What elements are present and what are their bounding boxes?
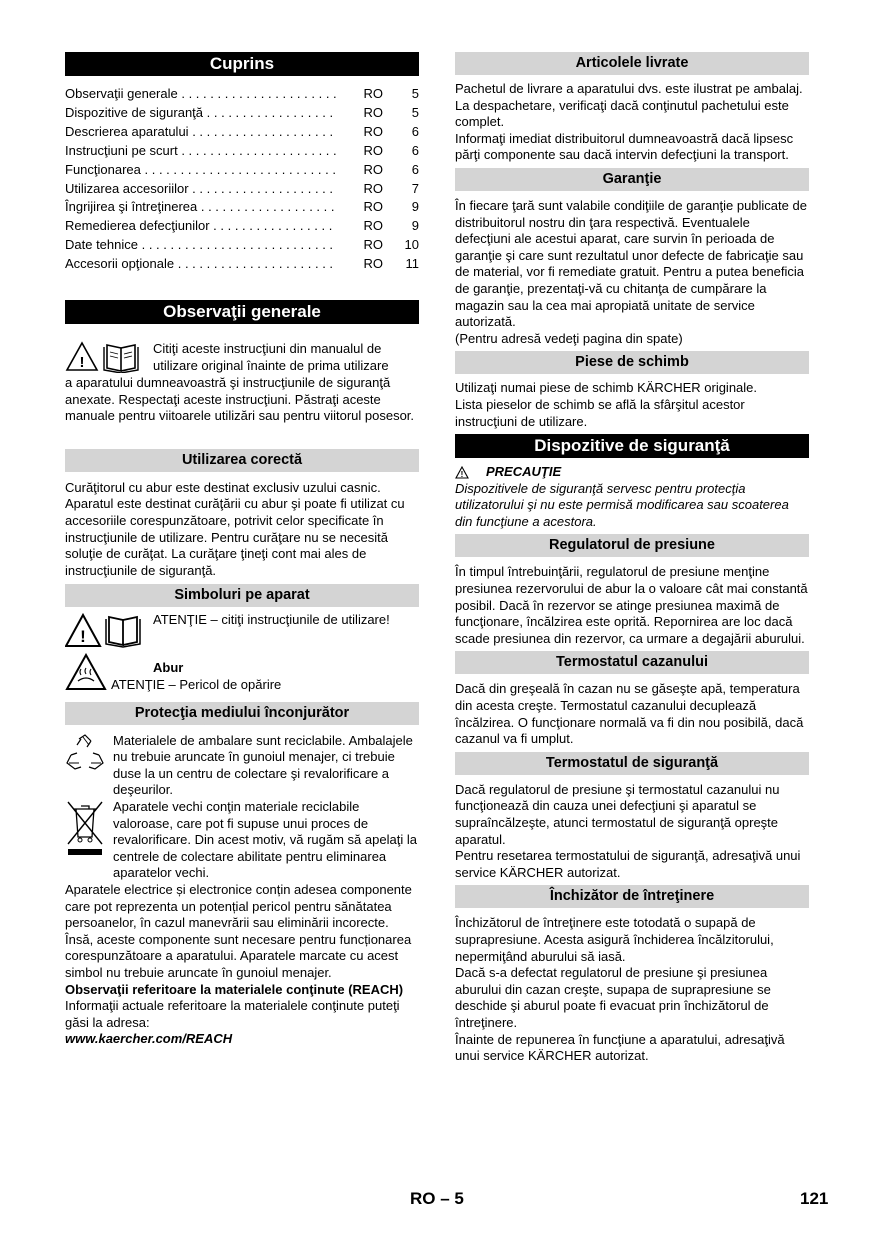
toc-entry-lang: RO	[363, 180, 383, 196]
boiler-thermostat-text: Dacă din greşeală în cazan nu se găseşte apă, temperatura din acesta creşte. Termostatul cazanului decuplează încălzirea. O funcţionare normală va fi din nou posibilă, dacă cazanul va fi umplut.	[455, 681, 804, 747]
toc-entry-page: 10	[404, 237, 419, 253]
spare-parts-heading: Piese de schimb	[455, 351, 809, 374]
toc-entry-page: 5	[411, 86, 419, 101]
caution-warning-icon	[455, 466, 469, 479]
warranty-text-2: (Pentru adresă vedeţi pagina din spate)	[455, 330, 683, 346]
maintenance-lock-text-3: Înainte de repunerea în funcţiune a aparatului, adresaţivă unui service KÄRCHER autorizat.	[455, 1031, 785, 1064]
symbol-warning-row	[65, 612, 419, 648]
warranty-text-1: În fiecare ţară sunt valabile condiţiile de garanţie publicate de distribuitorul nostru din ţara respectivă. Eventualele defecţiuni ale acestui aparat, care survin în perioada de garanţie şi care sunt rezultatul unor defecte de fabricaţie sau de material, vor fi remediate gratuit. Pentru a putea beneficia de garanţie, prezentaţi-vă cu chitanţa de cumpărare la magazin sau la cea mai apropiată unitate de service autorizată.	[455, 197, 807, 330]
general-intro-text: a aparatului dumneavoastră şi instrucţiunile de siguranţă anexate. Respectaţi aceste instrucţiuni. Păstraţi aceste manuale pentru viitoarele utilizări sau pentru viitorul posesor.	[65, 375, 415, 424]
toc-entry	[65, 217, 419, 236]
steam-scald-warning-icon	[65, 653, 107, 691]
toc-entry-page: 6	[411, 123, 419, 139]
toc-entry-name: Funcţionarea . . .	[65, 161, 337, 180]
toc-entry-lang: RO	[363, 256, 383, 272]
weee-row	[65, 799, 419, 882]
toc-entry-lang: RO	[363, 199, 383, 215]
toc-entry-name: Instrucţiuni pe scurt . . .	[65, 142, 337, 161]
caution-label: PRECAUŢIE	[486, 464, 562, 480]
maintenance-lock-heading: Închizător de întreţinere	[455, 885, 809, 908]
environment-heading: Protecţia mediului înconjurător	[65, 702, 419, 725]
warning-manual-icon	[65, 612, 149, 648]
symbol-warning-text: ATENŢIE – citiţi instrucţiunile de utilizare!	[153, 612, 390, 628]
svg-text:!: !	[80, 627, 86, 647]
toc-entry	[65, 180, 419, 199]
general-intro-line-1: Citiţi aceste instrucţiuni din manualul de	[153, 341, 382, 357]
toc-entry	[65, 142, 419, 161]
toc-heading: Cuprins	[65, 52, 419, 76]
toc-entry-name: Date tehnice . . .	[65, 236, 337, 255]
toc-entry	[65, 236, 419, 255]
symbols-heading: Simboluri pe aparat	[65, 584, 419, 607]
toc-entry-name: Accesorii opţionale . . .	[65, 255, 337, 274]
safety-devices-heading: Dispozitive de siguranţă	[455, 434, 809, 458]
toc-entry-lang: RO	[363, 104, 383, 120]
symbol-steam-row	[65, 653, 419, 693]
pressure-regulator-heading: Regulatorul de presiune	[455, 534, 809, 557]
svg-text:!: !	[79, 354, 85, 372]
safety-thermostat-text-1: Dacă regulatorul de presiune şi termostatul cazanului nu funcţionează din cauza unei defecţiuni şi aparatul se supraîncălzeşte, atunci termostatul de siguranţă opreşte aparatul.	[455, 781, 780, 847]
footer-page-number: 121	[800, 1189, 829, 1208]
boiler-thermostat-heading: Termostatul cazanului	[455, 651, 809, 674]
toc-entry-lang: RO	[363, 237, 383, 253]
manual-warning-icon	[65, 341, 149, 373]
safety-thermostat-heading: Termostatul de siguranţă	[455, 752, 809, 775]
caution-text: Dispozitivele de siguranţă servesc pentru protecţia utilizatorului şi nu este permisă modificarea sau scoaterea din funcţiune a acestora.	[455, 480, 789, 529]
toc-entry-page: 6	[411, 142, 419, 158]
toc-entry-lang: RO	[363, 218, 383, 234]
toc-entry-name: Descrierea aparatului . . .	[65, 123, 337, 142]
safety-thermostat-text-2: Pentru resetarea termostatului de siguranţă, adresaţivă unui service KÄRCHER autorizat.	[455, 848, 801, 880]
toc-entry-page: 9	[411, 199, 419, 215]
spare-parts-text-2: Lista pieselor de schimb se află la sfârşitul acestor instrucţiuni de utilizare.	[455, 396, 745, 429]
steam-label: Abur	[153, 660, 184, 676]
footer-section-label: RO – 5	[410, 1189, 464, 1208]
toc-entry-page: 6	[411, 161, 419, 177]
warranty-heading: Garanţie	[455, 168, 809, 191]
toc-entry-name: Îngrijirea şi întreţinerea . . .	[65, 198, 337, 217]
maintenance-lock-text-2: Dacă s-a defectat regulatorul de presiune şi presiunea aburului din cazan creşte, supapa de suprapresiune se deschide şi aburul poate fi evacuat prin închizătorul de întreţinere.	[455, 965, 771, 1030]
recycle-icon	[65, 733, 105, 773]
reach-title: Observaţii referitoare la materialele conţinute (REACH)	[65, 981, 404, 997]
toc-entry-lang: RO	[363, 86, 383, 101]
toc-entry-lang: RO	[363, 123, 383, 139]
spare-parts-text-1: Utilizaţi numai piese de schimb KÄRCHER originale.	[455, 380, 758, 396]
toc-entry-name: Utilizarea accesoriilor . . .	[65, 180, 337, 199]
delivered-heading: Articolele livrate	[455, 52, 809, 75]
recycle-row	[65, 733, 419, 799]
toc-entry	[65, 198, 419, 217]
general-intro-line-2: utilizare original înainte de prima utilizare	[153, 357, 389, 373]
toc-entry	[65, 123, 419, 142]
toc-entry-page: 7	[411, 180, 419, 196]
left-column	[65, 52, 419, 1048]
delivered-text-2: Informaţi imediat distribuitorul dumneavoastră dacă lipsesc părţi componente sau dacă intervin defecţiuni la transport.	[455, 130, 794, 163]
toc-entry-lang: RO	[363, 161, 383, 177]
toc-entry	[65, 255, 419, 274]
toc-entry-name: Remedierea defecţiunilor . . .	[65, 217, 337, 236]
general-section	[65, 341, 419, 425]
reach-url: www.kaercher.com/REACH	[65, 1031, 233, 1047]
delivered-text-1: Pachetul de livrare a aparatului dvs. este ilustrat pe ambalaj. La despachetare, verificaţi dacă conţinutul pachetului este complet.	[455, 81, 803, 130]
electric-text: Aparatele electrice și electronice conțin adesea componente care pot reprezenta un potențial pericol pentru sănătatea persoanelor, în cazul manevrării sau eliminării incorecte. Însă, aceste componente sunt necesare pentru funcționarea corespunzătoare a aparatului. Aparatele marcate cu acest simbol nu trebuie aruncate în gunoiul menajer.	[65, 881, 412, 980]
right-column	[455, 52, 809, 1065]
toc-entry-name: Observaţii generale . . .	[65, 85, 337, 104]
pressure-regulator-text: În timpul întrebuinţării, regulatorul de presiune menţine presiunea rezervorului de abur la o valoare cât mai constantă posibil. Dacă în rezervor se atinge presiunea maximă de funcţionare, încălzirea este oprită. Repornirea are loc dacă scade presiunea din rezervor, ca urmare a degajării aburului.	[455, 564, 808, 646]
caution-row	[455, 464, 809, 481]
correct-use-text: Curăţitorul cu abur este destinat exclusiv uzului casnic. Aparatul este destinat curăţării cu abur şi poate fi utilizat cu accesoriile corespunzătoare, potrivit celor specificate în instrucţiunile de utilizare. Pentru curăţare nu se necesită soluţie de curăţat. La curăţare ţineţi cont mai ales de instrucţiunile de siguranţă.	[65, 479, 405, 578]
toc-entry-name: Dispozitive de siguranţă . . .	[65, 104, 337, 123]
toc-entry-page: 11	[405, 256, 419, 272]
toc-list	[65, 85, 419, 274]
steam-text: ATENŢIE – Pericol de opărire	[111, 677, 282, 692]
crossed-bin-icon	[65, 799, 105, 859]
toc-entry	[65, 161, 419, 180]
maintenance-lock-text-1: Închizătorul de întreţinere este totodată o supapă de suprapresiune. Acesta asigură închiderea încălzitorului, nepermiţând aburului să iasă.	[455, 915, 774, 964]
toc-entry	[65, 85, 419, 104]
toc-entry-lang: RO	[363, 142, 383, 158]
toc-entry-page: 9	[411, 218, 419, 234]
toc-entry	[65, 104, 419, 123]
correct-use-heading: Utilizarea corectă	[65, 449, 419, 472]
reach-text: Informaţii actuale referitoare la materialele conţinute puteţi găsi la adresa:	[65, 998, 400, 1030]
toc-entry-page: 5	[411, 104, 419, 120]
weee-text: Aparatele vechi conţin materiale reciclabile valoroase, care pot fi supuse unui proces de revalorificare. Din acest motiv, vă rugăm să apelaţi la centrele de colectare abilitate pentru eliminarea aparatelor vechi.	[113, 798, 417, 881]
recycle-text: Materialele de ambalare sunt reciclabile. Ambalajele nu trebuie aruncate în gunoiul menajer, ci trebuie duse la un centru de colectare şi revalorificare a deşeurilor.	[113, 732, 413, 798]
general-heading: Observaţii generale	[65, 300, 419, 324]
svg-text:!: !	[460, 470, 464, 480]
